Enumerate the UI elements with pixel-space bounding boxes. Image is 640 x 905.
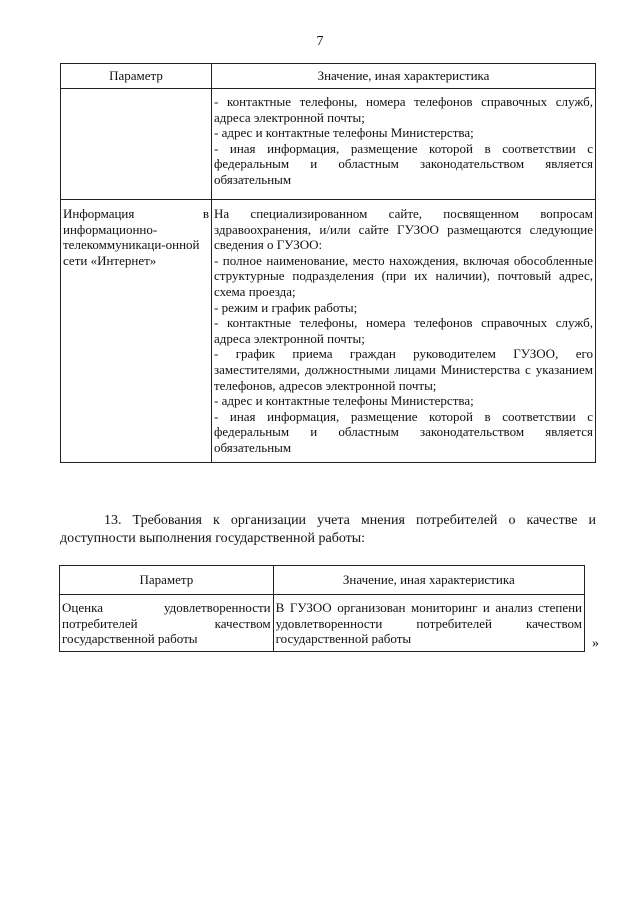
header-parameter: Параметр (61, 64, 212, 89)
list-item: - контактные телефоны, номера телефонов справочных служб, адреса электронной почты; (214, 315, 593, 346)
table-header-row (61, 64, 596, 89)
table-cell-value (212, 89, 596, 200)
list-item: - полное наименование, место нахождения, включая обособленные структурные подразделения (при их наличии), почтовый адрес, схема проезда; (214, 252, 593, 299)
header-parameter: Параметр (60, 566, 274, 595)
header-value: Значение, иная характеристика (273, 566, 584, 595)
table-cell-value (212, 200, 596, 463)
page-number: 7 (316, 34, 324, 49)
list-item: - адрес и контактные телефоны Министерства; (214, 125, 474, 141)
list-item: - график приема граждан руководителем ГУЗОО, его заместителями, должностными лицами Министерства с указанием телефонов, адресов электронной почты; (214, 346, 593, 393)
consumer-opinion-table (59, 565, 585, 652)
table-row (60, 595, 585, 652)
closing-quote: » (592, 636, 599, 651)
list-item: - режим и график работы; (214, 299, 358, 315)
table-cell-param: Оценка удовлетворенности потребителей качеством государственной работы (60, 595, 274, 652)
list-item: - иная информация, размещение которой в соответствии с федеральным и областным законодательством является обязательным (214, 140, 593, 187)
header-value: Значение, иная характеристика (212, 64, 596, 89)
section-13-paragraph: 13. Требования к организации учета мнения потребителей о качестве и доступности выполнения государственной работы: (60, 513, 596, 546)
table-cell-param (61, 89, 212, 200)
table-row (61, 200, 596, 463)
table-header-row (60, 566, 585, 595)
list-item: На специализированном сайте, посвященном вопросам здравоохранения, и/или сайте ГУЗОО размещаются следующие сведения о ГУЗОО: (214, 206, 593, 253)
table-row (61, 89, 596, 200)
table-cell-param: Информация в информационно-телекоммуникаци-онной сети «Интернет» (61, 200, 212, 463)
list-item: - контактные телефоны, номера телефонов справочных служб, адреса электронной почты; (214, 94, 593, 125)
info-table (60, 63, 596, 463)
list-item: - иная информация, размещение которой в соответствии с федеральным и областным законодательством является обязательным (214, 408, 593, 455)
list-item: - адрес и контактные телефоны Министерства; (214, 393, 474, 409)
table-cell-value: В ГУЗОО организован мониторинг и анализ степени удовлетворенности потребителей качеством государственной работы (273, 595, 584, 652)
